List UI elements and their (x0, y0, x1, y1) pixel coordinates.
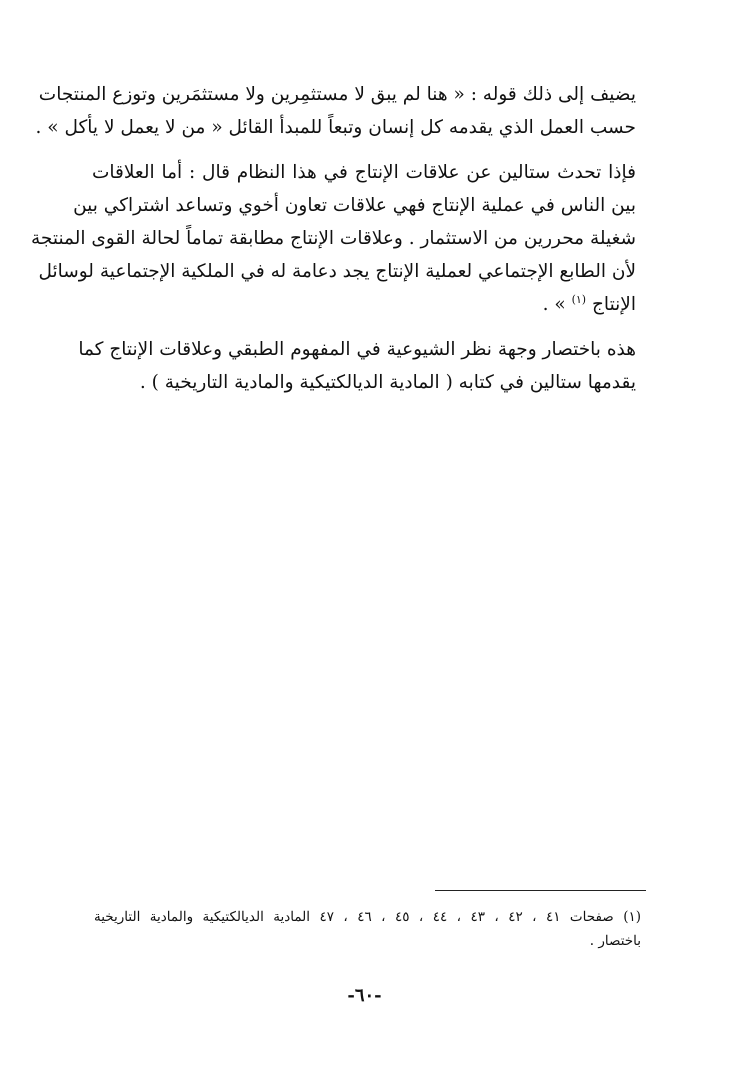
text-line: لأن الطابع الإجتماعي لعملية الإنتاج يجد دعامة له في الملكية الإجتماعية لوسائل (38, 261, 636, 282)
footnote-reference: (١) (571, 292, 587, 306)
text-line: بين الناس في عملية الإنتاج فهي علاقات تعاون أخوي وتساعد اشتراكي بين (73, 195, 636, 216)
footnote (94, 905, 641, 953)
text-line: شغيلة محررين من الاستثمار . وعلاقات الإنتاج مطابقة تماماً لحالة القوى المنتجة (31, 228, 636, 249)
footnote-line: باختصار . (589, 933, 641, 949)
paragraph-2 (31, 156, 636, 321)
text-line: يقدمها ستالين في كتابه ( المادية الديالكتيكية والمادية التاريخية ) . (139, 372, 636, 393)
text-line (92, 288, 636, 321)
text-line: فإذا تحدث ستالين عن علاقات الإنتاج في هذا النظام قال : أما العلاقات (92, 162, 636, 183)
text-fragment: الإنتاج (591, 294, 636, 315)
text-line: هذه باختصار وجهة نظر الشيوعية في المفهوم الطبقي وعلاقات الإنتاج كما (78, 339, 636, 360)
page-number: -٦٠- (347, 985, 382, 1006)
paragraph-1 (35, 78, 636, 144)
paragraph-3 (78, 333, 636, 399)
footnote-divider (435, 890, 646, 891)
footnote-line: (١) صفحات ٤١ ، ٤٢ ، ٤٣ ، ٤٤ ، ٤٥ ، ٤٦ ، ٤٧ المادية الديالكتيكية والمادية التاريخية (94, 909, 642, 925)
text-line: حسب العمل الذي يقدمه كل إنسان وتبعاً للمبدأ القائل « من لا يعمل لا يأكل » . (35, 117, 636, 138)
text-line: يضيف إلى ذلك قوله : « هنا لم يبق لا مستثمِرين ولا مستثمَرين وتوزع المنتجات (38, 84, 636, 105)
body-text (31, 78, 636, 399)
text-fragment: » . (542, 294, 566, 315)
